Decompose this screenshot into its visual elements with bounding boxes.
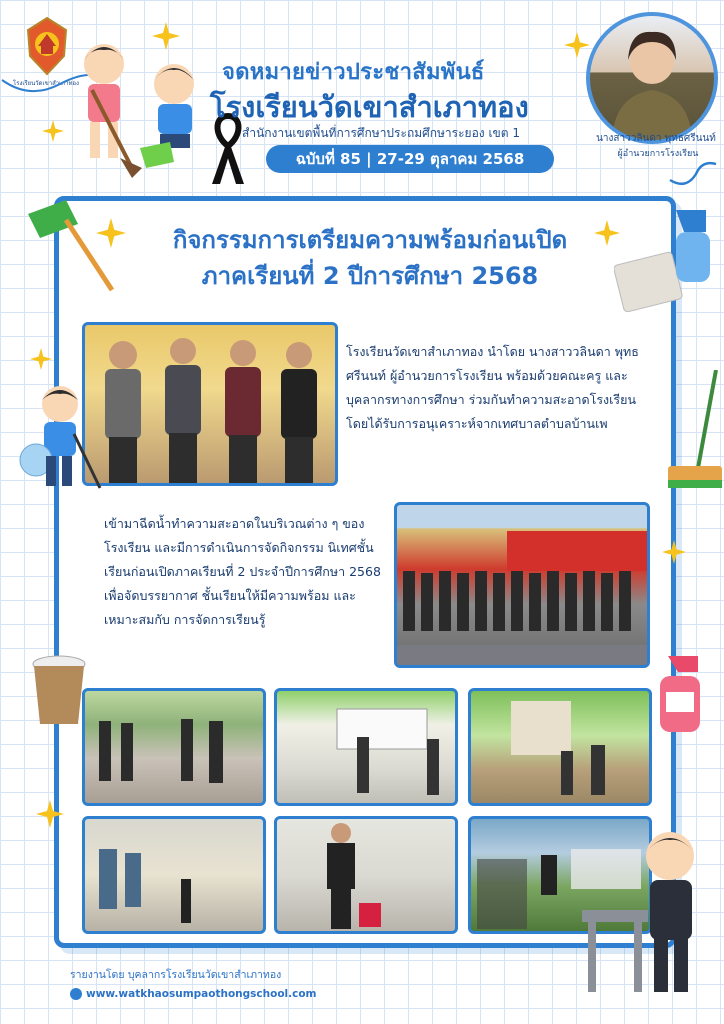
globe-icon xyxy=(70,988,82,1000)
star-icon xyxy=(152,22,180,50)
article-paragraph-2: เข้ามาฉีดน้ำทำความสะอาดในบริเวณต่าง ๆ ของโรงเรียน และมีการดำเนินการจัดกิจกรรม นิเทศชั้นเรียนก่อนเปิดภาคเรียนที่ 2 ประจำปีการศึกษา 2568 เพื่อจัดบรรยากาศ ชั้นเรียนให้มีความพร้อม และเหมาะสมกับ การจัดการเรียนรู้ xyxy=(104,516,381,627)
photo-cleaning-corridor xyxy=(82,688,266,806)
staff-group-image xyxy=(85,325,335,483)
pink-spray-bottle-illustration xyxy=(648,652,712,736)
cartoon-kids-sweeping-illustration xyxy=(70,28,220,178)
cleaning-corridor-image xyxy=(85,691,263,803)
star-icon xyxy=(564,32,590,58)
director-name: นางสาววลินดา พุทธศรีนนท์ xyxy=(596,133,716,144)
logo-caption: โรงเรียนวัดเขาสำเภาทอง xyxy=(13,80,79,87)
school-building-image xyxy=(471,691,649,803)
broom-illustration xyxy=(664,370,724,492)
photo-staff-group xyxy=(82,322,338,486)
classroom-whiteboard-image xyxy=(277,691,455,803)
star-icon xyxy=(30,348,52,370)
swirl-decoration xyxy=(666,150,722,190)
footer-website-link[interactable]: www.watkhaosumpaothongschool.com xyxy=(86,988,317,1000)
article-paragraph-1: โรงเรียนวัดเขาสำเภาทอง นำโดย นางสาววลินดา พุทธศรีนนท์ ผู้อำนวยการโรงเรียน พร้อมด้วยคณะครู และบุคลากรทางการศึกษา ร่วมกันทำความสะอาดโรงเรียน โดยได้รับการอนุเคราะห์จากเทศบาลตำบลบ้านเพ xyxy=(346,344,639,431)
newsletter-label: จดหมายข่าวประชาสัมพันธ์ xyxy=(222,60,485,85)
spray-bottle-sponge-illustration xyxy=(614,204,718,312)
director-portrait-image xyxy=(590,16,714,140)
article-headline xyxy=(120,222,620,294)
photo-classroom-whiteboard xyxy=(274,688,458,806)
photo-fire-truck-crew xyxy=(394,502,650,668)
photo-teacher-sweeping-classroom xyxy=(274,816,458,934)
school-logo xyxy=(22,16,72,78)
cartoon-boy-cleaning-illustration xyxy=(14,384,104,494)
teacher-sweeping-image xyxy=(277,819,455,931)
headline-line-2: ภาคเรียนที่ 2 ปีการศึกษา 2568 xyxy=(201,262,539,290)
fire-truck-crew-image xyxy=(397,505,647,665)
headline-line-1: กิจกรรมการเตรียมความพร้อมก่อนเปิด xyxy=(172,226,568,254)
star-icon xyxy=(42,120,64,142)
footer-reported-by: รายงานโดย บุคลากรโรงเรียนวัดเขาสำเภาทอง xyxy=(70,969,282,981)
issue-badge: ฉบับที่ 85 | 27-29 ตุลาคม 2568 xyxy=(266,145,554,173)
school-name-title: โรงเรียนวัดเขาสำเภาทอง xyxy=(210,90,529,124)
cartoon-boy-wiping-desk-illustration xyxy=(578,826,718,1000)
photo-school-building-exterior xyxy=(468,688,652,806)
photo-school-hallway xyxy=(82,816,266,934)
star-icon xyxy=(662,540,686,564)
education-office: สำนักงานเขตพื้นที่การศึกษาประถมศึกษาระยอง เขต 1 xyxy=(242,126,520,140)
director-position: ผู้อำนวยการโรงเรียน xyxy=(617,149,699,159)
star-icon xyxy=(36,800,64,828)
school-hallway-image xyxy=(85,819,263,931)
trash-bin-illustration xyxy=(28,652,90,728)
director-portrait xyxy=(586,12,718,144)
